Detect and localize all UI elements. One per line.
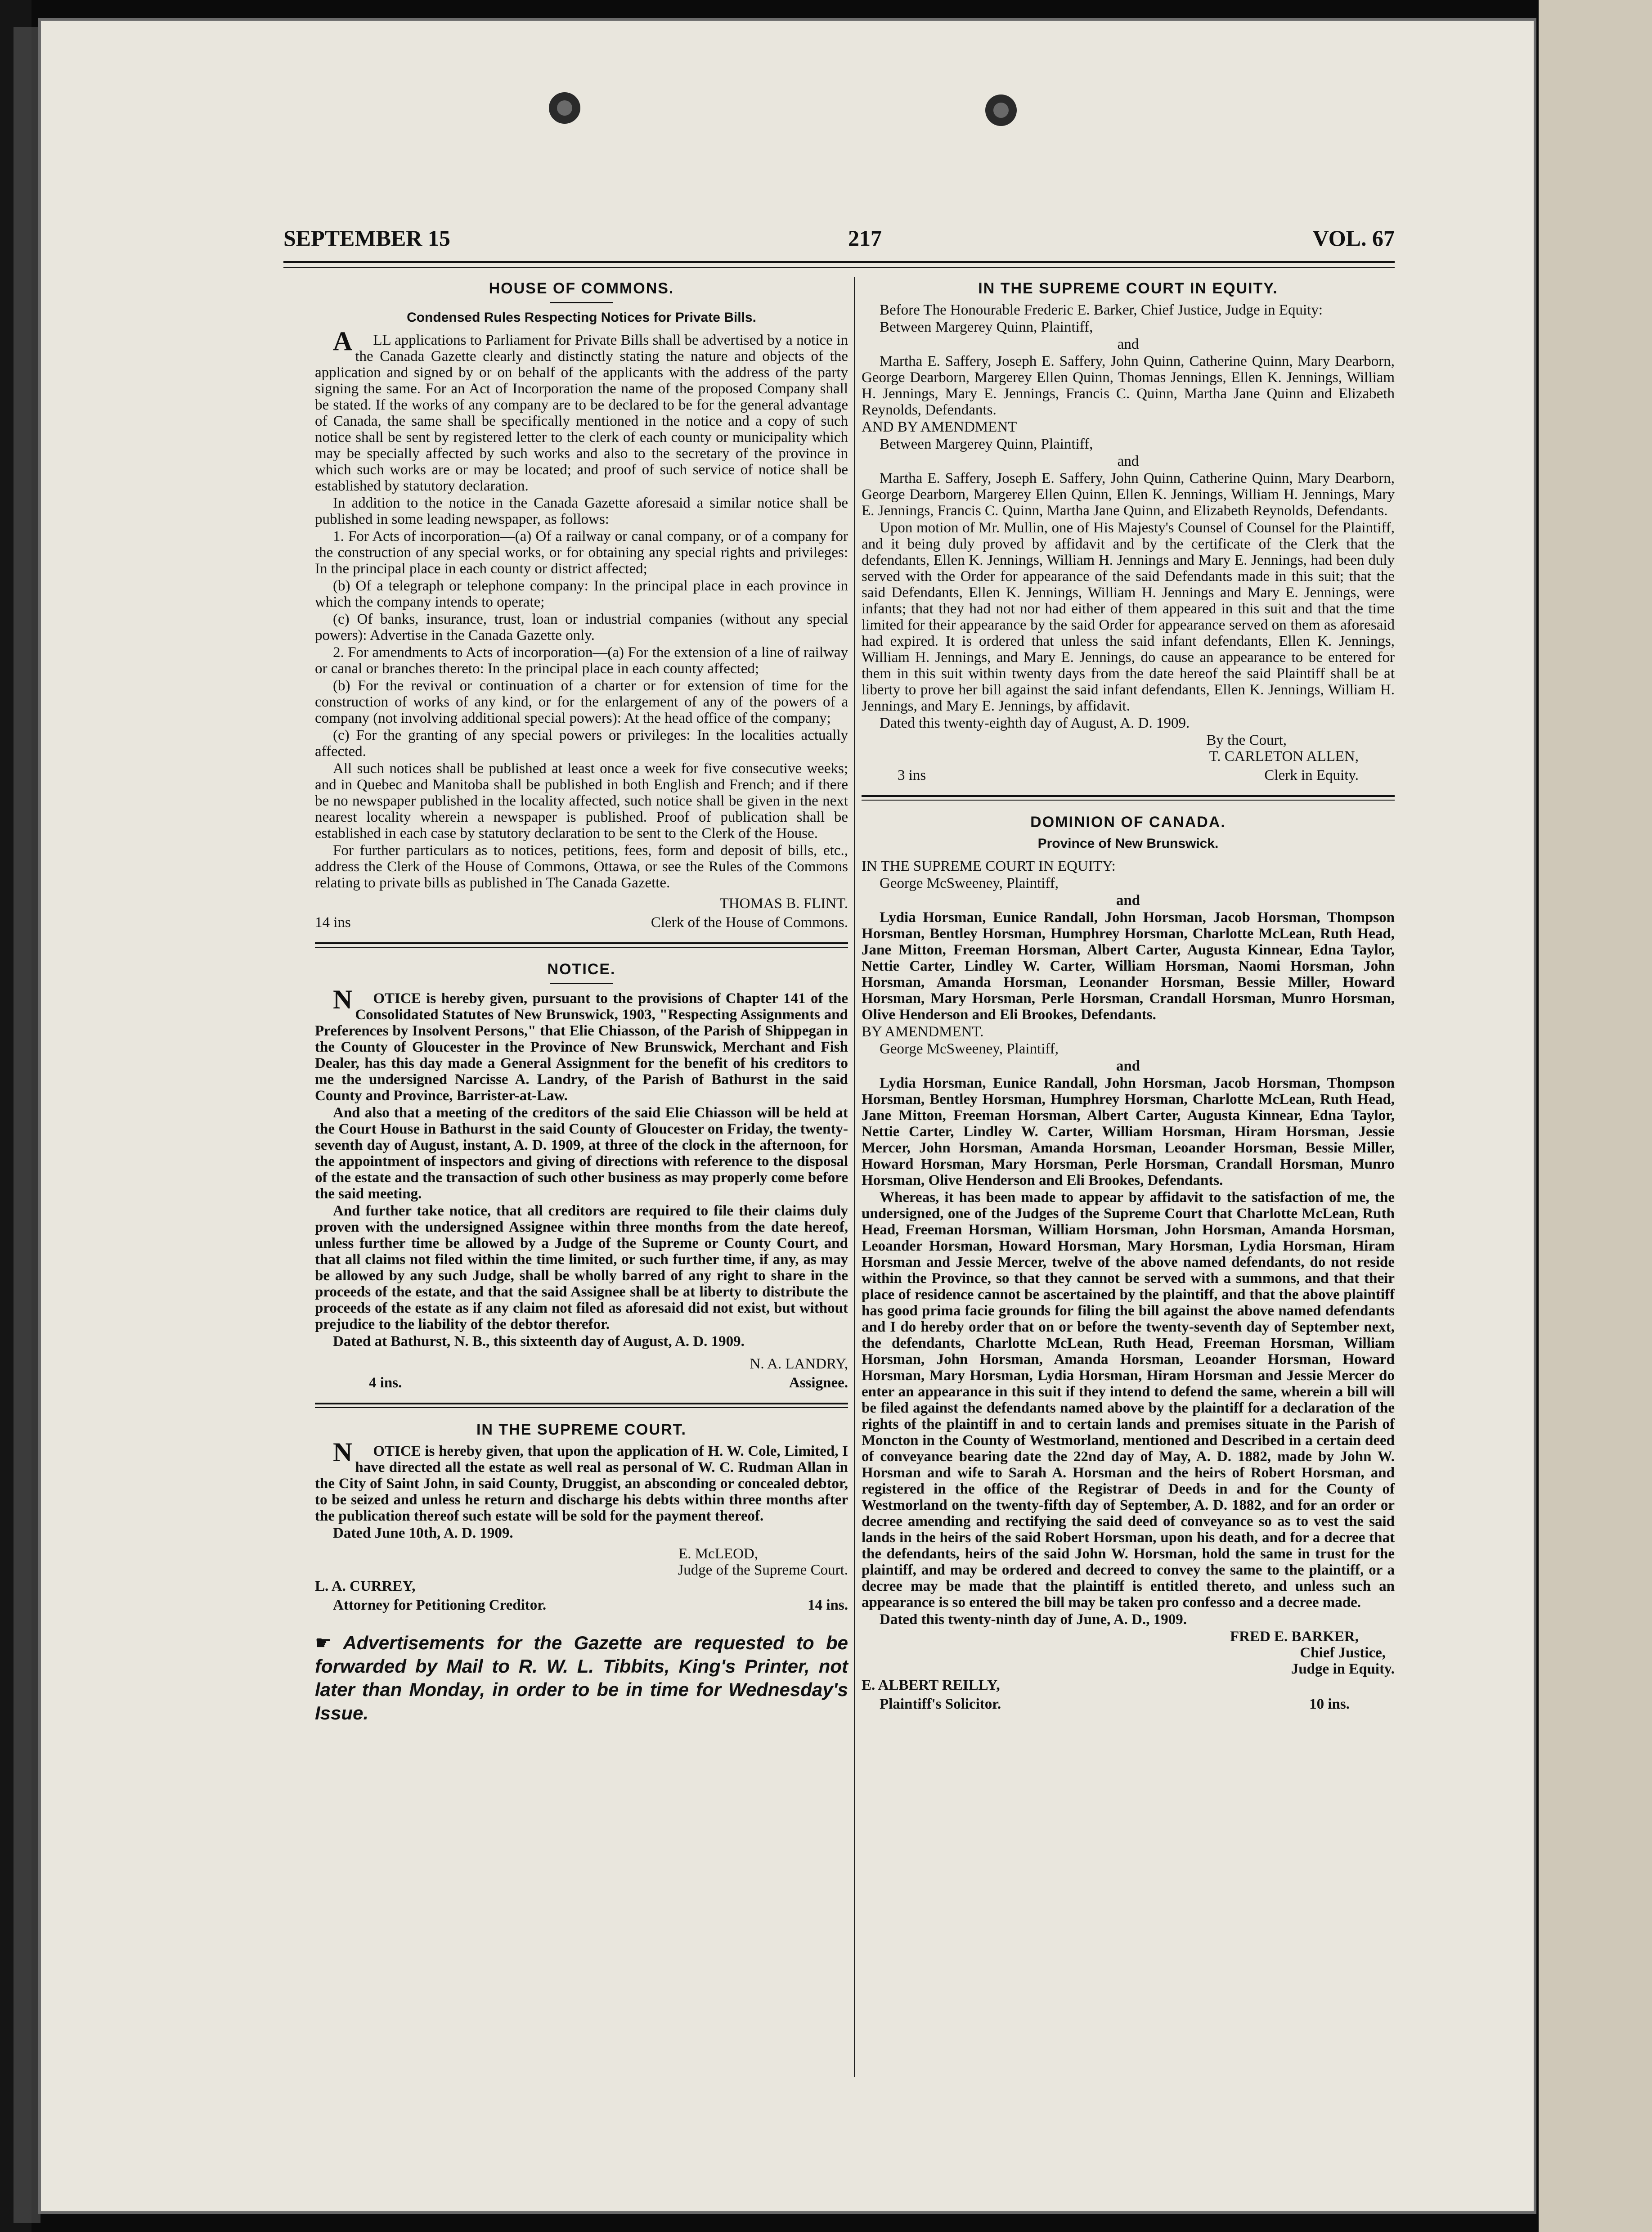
defendants: Lydia Horsman, Eunice Randall, John Horsman, Jacob Horsman, Thompson Horsman, Bentley Horsman, Humphrey Horsman, Charlotte McLean, Ruth Head, Jane Mitton, Freeman Horsman, Albert Carter, Augusta Kinnear, Edna Taylor, Nettie Carter, Lindley W. Carter, William Horsman, Hiram Horsman, Jessie Mercer, John Horsman, Amanda Horsman, Leoander Horsman, Bessie Miller, Howard Horsman, Mary Horsman, Perle Horsman, Crandall Horsman, Munro Horsman, Olive Henderson and Eli Brookes, Defendants. [862,1075,1395,1188]
paragraph: NOTICE is hereby given, that upon the application of H. W. Cole, Limited, I have directed all the estate as well real as personal of W. C. Rudman Allan in the City of Saint John, in said County, Druggist, an absconding or concealed debtor, to be seized and unless he return and discharge his debts within three months after the publication thereof such estate will be sold for the payment thereof. [315,1437,848,1524]
solicitor-title: Plaintiff's Solicitor. [880,1696,1001,1712]
left-column [315,277,848,2077]
attorney-title: Attorney for Petitioning Creditor. [333,1597,547,1613]
signer-title: Chief Justice, [1300,1645,1386,1661]
signature-row [862,1696,1395,1712]
column-rule [854,277,855,2077]
advertisement-notice: ☛ Advertisements for the Gazette are requested to be forwarded by Mail to R. W. L. Tibbits, King's Printer, not later than Monday, in order to be in time for Wednesday's Issue. [315,1632,848,1724]
signature-row [315,914,848,931]
signer: N. A. LANDRY, [750,1356,848,1372]
defendants: Martha E. Saffery, Joseph E. Saffery, John Quinn, Catherine Quinn, Mary Dearborn, George Dearborn, Margerey Ellen Quinn, Thomas Jennings, Ellen K. Jennings, William H. Jennings, Mary E. Jennings, Francis C. Quinn, Martha Jane Quinn and Elizabeth Reynolds, Defendants. [862,353,1395,418]
paragraph: ALL applications to Parliament for Private Bills shall be advertised by a notice in the Canada Gazette clearly and distinctly stating the nature and objects of the application and signed by or on behalf of the applicants with the address of the party signing the same. For an Act of Incorporation the name of the proposed Company shall be stated. If the works of any company are to be declared to be for the general advantage of Canada, the same shall be specifically mentioned in the notice and a copy of such notice shall be sent by registered letter to the clerk of each county or municipality which may be specially affected by such works and also to the secretary of the province in which such works are or may be located; and proof of such service of notice shall be established by statutory declaration. [315,326,848,494]
paragraph: All such notices shall be published at least once a week for five consecutive weeks; and in Quebec and Manitoba shall be published in both English and French; and if there be no newspaper published in the locality affected, such notice shall be given in the next nearest locality wherein a newspaper is published. Proof of publication shall be established in each case by statutory declaration to be sent to the Clerk of the House. [315,760,848,842]
paragraph: In addition to the notice in the Canada Gazette aforesaid a similar notice shall be published in some leading newspaper, as follows: [315,495,848,527]
dominion-title: DOMINION OF CANADA. [1030,814,1226,831]
section-divider [315,942,848,948]
and-line: and [1117,453,1139,469]
paragraph: NOTICE is hereby given, pursuant to the provisions of Chapter 141 of the Consolidated Statutes of New Brunswick, 1903, "Respecting Assignments and Preferences by Insolvent Persons," that Elie Chiasson, of the Parish of Shippegan in the County of Gloucester in the Province of New Brunswick, Merchant and Fish Dealer, has this day made a General Assignment for the benefit of his creditors to me the undersigned Narcisse A. Landry, of the Parish of Bathurst in the said County and Province, Barrister-at-Law. [315,985,848,1104]
equity-title: IN THE SUPREME COURT IN EQUITY. [978,280,1278,297]
header-rule [283,261,1395,268]
dated-line: Dated this twenty-eighth day of August, A. D. 1909. [880,715,1190,731]
paragraph: 1. For Acts of incorporation—(a) Of a railway or canal company, or of a company for the construction of any special works, or for obtaining any special rights and privileges: In the principal place in each county or district affected; [315,528,848,577]
insertions: 4 ins. [369,1375,402,1391]
paragraph: (c) For the granting of any special powers or privileges: In the localities actually affected. [315,727,848,760]
page-number: 217 [848,225,882,251]
title-rule [550,983,613,984]
plaintiff-line: George McSweeney, Plaintiff, [880,1041,1059,1057]
punch-hole-right [985,94,1017,126]
running-header [283,225,1395,256]
paragraph: (b) Of a telegraph or telephone company: In the principal place in each province in which the company intends to operate; [315,578,848,610]
dominion-subtitle: Province of New Brunswick. [1037,836,1219,851]
paragraph: (c) Of banks, insurance, trust, loan or industrial companies (without any special powers): Advertise in the Canada Gazette only. [315,611,848,644]
signature-row [862,767,1395,783]
paragraph: For further particulars as to notices, petitions, fees, form and deposit of bills, etc., address the Clerk of the House of Commons, Ottawa, or see the Rules of the Commons relating to private bills as published in The Canada Gazette. [315,842,848,891]
signature-row [315,1375,848,1391]
paragraph: And further take notice, that all creditors are required to file their claims duly proven with the undersigned Assignee within three months from the date hereof, unless further time be allowed by a Judge of the Supreme or County Court, and that all claims not filed within the time limited, or such further time, if any, as may be allowed by any such Judge, shall be wholly barred of any right to share in the proceeds of the estate, and that the said Assignee shall be at liberty to distribute the proceeds of the estate as if any claim not filed as aforesaid did not exist, but without prejudice to the liability of the debtor therefor. [315,1203,848,1332]
attorney: L. A. CURREY, [315,1578,416,1594]
and-line: and [1117,336,1139,352]
defendants: Martha E. Saffery, Joseph E. Saffery, John Quinn, Catherine Quinn, Mary Dearborn, George Dearborn, Margerey Ellen Quinn, Ellen K. Jennings, William H. Jennings, Mary E. Jennings, Francis C. Quinn, Martha Jane Quinn, and Elizabeth Reynolds, Defendants. [862,470,1395,519]
paragraph: 2. For amendments to Acts of incorporation—(a) For the extension of a line of railway or canal or branches thereto: In the principal place in each county affected; [315,644,848,677]
signer-title: Judge of the Supreme Court. [678,1562,848,1578]
notice-title: NOTICE. [547,961,616,978]
and-line: and [1116,892,1140,909]
signer: E. McLEOD, [678,1546,758,1562]
order-body: Whereas, it has been made to appear by affidavit to the satisfaction of me, the undersigned, one of the Judges of the Supreme Court that Charlotte McLean, Ruth Head, Freeman Horsman, William Horsman, John Horsman, Amanda Horsman, Leoander Horsman, Howard Horsman, Mary Horsman, Lydia Horsman, Hiram Horsman and Jessie Mercer, twelve of the above named defendants, do not reside within the Province, so that they cannot be served with a summons, and that their place of residence cannot be ascertained by the plaintiff, and that the above plaintiff has good prima facie grounds for filing the bill against the above named defendants and I do hereby order that on or before the twenty-seventh day of September next, the defendants, Charlotte McLean, Ruth Head, Freeman Horsman, William Horsman, John Horsman, Amanda Horsman, Leoander Horsman, Howard Horsman, Mary Horsman, Lydia Horsman, Hiram Horsman and Jessie Mercer do enter an appearance in this suit if they intend to defend the same, wherein a bill will be filed against the defendants named above by the plaintiff for a declaration of the rights of the plaintiff in and to certain lands and premises situate in the Parish of Moncton in the County of Westmorland, mentioned and Described in a certain deed of conveyance bearing date the 22nd day of May, A. D. 1882, made by John W. Horsman and wife to Sarah A. Horsman and the heirs of Robert Horsman, and registered in the office of the Registrar of Deeds in and for the County of Westmorland on the twenty-fifth day of September, A. D. 1882, and for an order or decree amending and rectifying the said deed of conveyance so as to vest the said lands in the heirs of the said Robert Horsman, upon his death, and for a decree that the defendants, heirs of the said John W. Horsman, hold the same in trust for the plaintiff, and may be ordered and decreed to convey the same to the plaintiff, or a decree may be made that the plaintiff is entitled thereto, and unless such an appearance is so entered the bill may be taken pro confesso and a decree made. [862,1189,1395,1611]
signer-title: Judge in Equity. [1291,1661,1395,1677]
supreme-court-title: IN THE SUPREME COURT. [476,1421,687,1438]
plaintiff-line: George McSweeney, Plaintiff, [880,875,1059,891]
header-date: SEPTEMBER 15 [283,225,450,251]
amendment-heading: BY AMENDMENT. [862,1024,984,1040]
page-stack-edge [13,27,40,2223]
adjacent-page-strip [1539,0,1652,2232]
insertions: 14 ins. [808,1597,848,1613]
paragraph: Dated at Bathurst, N. B., this sixteenth day of August, A. D. 1909. [333,1333,745,1350]
and-line: and [1116,1058,1140,1074]
order-body: Upon motion of Mr. Mullin, one of His Majesty's Counsel of Counsel for the Plaintiff, and it being duly proved by affidavit and by the certificate of the Clerk that the defendants, Ellen K. Jennings, William H. Jennings and Mary E. Jennings, had been duly served with the Order for appearance of the said Defendants made in this suit; that the said Defendants, Ellen K. Jennings, William H. Jennings and Mary E. Jennings, were infants; that they had not nor had either of them appeared in this suit and that the time limited for their appearance by the said Order for appearance served on them as aforesaid had expired. It is ordered that unless the said infant defendants, Ellen K. Jennings, William H. Jennings, and Mary E. Jennings, do cause an appearance to be entered for them in this suit within twenty days from the date hereof the said Plaintiff shall be at liberty to prove her bill against the said infant defendants, Ellen K. Jennings, William H. Jennings, and Mary E. Jennings, by affidavit. [862,520,1395,714]
defendants: Lydia Horsman, Eunice Randall, John Horsman, Jacob Horsman, Thompson Horsman, Bentley Horsman, Humphrey Horsman, Charlotte McLean, Ruth Head, Jane Mitton, Freeman Horsman, Albert Carter, Augusta Kinnear, Edna Taylor, Nettie Carter, Lindley W. Carter, William Horsman, Naomi Horsman, John Horsman, Amanda Horsman, Leonander Horsman, Bessie Miller, Howard Horsman, Mary Horsman, Perle Horsman, Crandall Horsman, Munro Horsman, Olive Henderson and Eli Brookes, Defendants. [862,909,1395,1023]
title-rule [550,302,613,303]
signer: T. CARLETON ALLEN, [1209,748,1359,765]
between-line: Between Margerey Quinn, Plaintiff, [880,436,1093,452]
insertions: 14 ins [315,914,351,931]
dated-line: Dated this twenty-ninth day of June, A. D., 1909. [880,1611,1187,1628]
paragraph: And also that a meeting of the creditors of the said Elie Chiasson will be held at the Court House in Bathurst in the said County of Gloucester on Friday, the twenty-seventh day of August, instant, A. D. 1909, at three of the clock in the afternoon, for the appointment of inspectors and giving of directions with reference to the disposal of the estate and the transaction of such other business as may properly come before the said meeting. [315,1105,848,1202]
house-of-commons-title: HOUSE OF COMMONS. [489,280,674,297]
section-divider [862,795,1395,801]
right-column [862,277,1395,2077]
court-heading: IN THE SUPREME COURT IN EQUITY: [862,858,1116,874]
paragraph: (b) For the revival or continuation of a charter or for extension of time for the construction of works of any kind, or for the enlargement of any of the powers of a company (not involving additional special powers): At the head office of the company; [315,678,848,726]
solicitor: E. ALBERT REILLY, [862,1677,1000,1693]
insertions: 3 ins [898,767,926,783]
signer-title: Clerk in Equity. [1264,767,1359,783]
signer: FRED E. BARKER, [1230,1629,1359,1645]
header-volume: VOL. 67 [1312,225,1395,251]
before-line: Before The Honourable Frederic E. Barker, Chief Justice, Judge in Equity: [880,302,1323,318]
section-divider [315,1403,848,1408]
signer-title: Assignee. [789,1375,848,1391]
signer: THOMAS B. FLINT. [719,896,848,912]
by-court: By the Court, [1206,732,1287,748]
between-line: Between Margerey Quinn, Plaintiff, [880,319,1093,335]
house-of-commons-subtitle: Condensed Rules Respecting Notices for Private Bills. [407,310,756,325]
paragraph: Dated June 10th, A. D. 1909. [333,1525,513,1541]
signature-row [315,1597,848,1613]
amendment-heading: AND BY AMENDMENT [862,419,1017,435]
insertions: 10 ins. [1309,1696,1350,1712]
punch-hole-left [549,92,580,124]
signer-title: Clerk of the House of Commons. [651,914,848,931]
